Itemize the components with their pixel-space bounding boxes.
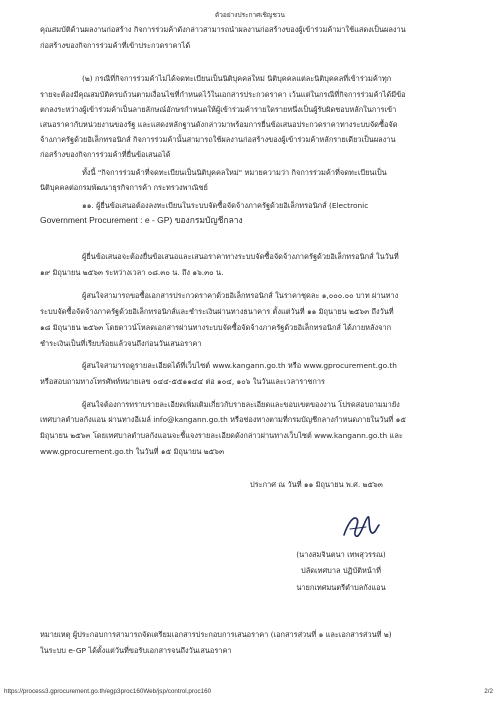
signer-name: (นางสมจินตนา เทพสุวรรณ)	[296, 550, 386, 559]
text-line: มิถุนายน ๒๕๖๓ โดยเทศบาลตำบลกังแอนจะชี้แจงรายละเอียดดังกล่าวผ่านทางเว็บไซต์ www.kangann.go.th และ	[40, 431, 403, 440]
text-line: ผู้ยื่นข้อเสนอจะต้องยื่นข้อเสนอและเสนอราคาทางระบบจัดซื้อจัดจ้างภาครัฐด้วยอิเล็กทรอนิกส์ ในวันที่	[82, 252, 399, 261]
text-line: (๒) กรณีที่กิจการร่วมค้าไม่ได้จดทะเบียนเป็นนิติบุคคลใหม่ นิติบุคคลแต่ละนิติบุคคลที่เข้าร่วมค้าทุก	[82, 74, 392, 83]
page-number: 2/2	[484, 688, 493, 695]
text-line: รายจะต้องมีคุณสมบัติครบถ้วนตามเงื่อนไขที่กำหนดไว้ในเอกสารประกวดราคา เว้นแต่ในกรณีที่กิจการร่วมค้าได้มีข้อ	[40, 90, 406, 99]
text-line: จ้างภาครัฐด้วยอิเล็กทรอนิกส์ กิจการร่วมค้านั้นสามารถใช้ผลงานก่อสร้างของผู้เข้าร่วมค้าหลักรายเดียวเป็นผลงาน	[40, 135, 396, 144]
signer-position: ปลัดเทศบาล ปฏิบัติหน้าที่	[301, 566, 381, 575]
text-line: ๑๑. ผู้ยื่นข้อเสนอต้องลงทะเบียนในระบบจัดซื้อจัดจ้างภาครัฐด้วยอิเล็กทรอนิกส์ (Electronic	[82, 201, 369, 210]
text-line: เสนอราคากับหน่วยงานของรัฐ และแสดงหลักฐานดังกล่าวมาพร้อมการยื่นข้อเสนอประกวดราคาทางระบบจัดซื้อจัด	[40, 120, 398, 129]
text-line: ผู้สนใจสามารถดูรายละเอียดได้ที่เว็บไซต์ www.kangann.go.th หรือ www.gprocurement.go.th	[82, 361, 397, 370]
signature	[338, 509, 382, 543]
signer-position: นายกเทศมนตรีตำบลกังแอน	[296, 583, 386, 592]
text-line: นิติบุคคลต่อกรมพัฒนาธุรกิจการค้า กระทรวงพาณิชย์	[40, 183, 208, 192]
text-line: เทศบาลตำบลกังแอน ผ่านทางอีเมล์ info@kangann.go.th หรือช่องทางตามที่กรมบัญชีกลางกำหนดภายในวันที่ ๑๕	[40, 415, 406, 424]
note-line: ในระบบ e-GP ได้ตั้งแต่วันที่ขอรับเอกสารจนถึงวันเสนอราคา	[40, 646, 232, 655]
text-line: ชำระเงินเป็นที่เรียบร้อยแล้วจนถึงก่อนวันเสนอราคา	[40, 339, 202, 348]
text-line: ก่อสร้างของกิจการร่วมค้าที่เข้าประกวดราคาได้	[40, 41, 191, 50]
text-line: หรือสอบถามทางโทรศัพท์หมายเลข ๐๔๔-๕๕๑๑๔๔ ต่อ ๑๐๔, ๑๐๖ ในวันและเวลาราชการ	[40, 377, 325, 386]
text-line: ระบบจัดซื้อจัดจ้างภาครัฐด้วยอิเล็กทรอนิกส์และชำระเงินผ่านทางธนาคาร ตั้งแต่วันที่ ๑๑ มิถุนายน ๒๕๖๓ ถึงวันที่	[40, 307, 394, 316]
text-line: ๑๙ มิถุนายน ๒๕๖๓ ระหว่างเวลา ๐๘.๓๐ น. ถึง ๑๖.๓๐ น.	[40, 268, 224, 277]
text-line: ทั้งนี้ "กิจการร่วมค้าที่จดทะเบียนเป็นนิติบุคคลใหม่" หมายความว่า กิจการร่วมค้าที่จดทะเบียนเป็น	[82, 168, 387, 177]
text-line: ก่อสร้างของกิจการร่วมค้าที่ยื่นข้อเสนอได้	[40, 150, 171, 159]
text-line: ผู้สนใจต้องการทราบรายละเอียดเพิ่มเติมเกี่ยวกับรายละเอียดและขอบเขตของงาน โปรดสอบถามมายัง	[82, 400, 400, 409]
text-line: ตกลงระหว่างผู้เข้าร่วมค้าเป็นลายลักษณ์อักษรกำหนดให้ผู้เข้าร่วมค้ารายใดรายหนึ่งเป็นผู้รับผิดชอบหลักในการเข้า	[40, 105, 397, 114]
text-line: คุณสมบัติด้านผลงานก่อสร้าง กิจการร่วมค้าดังกล่าวสามารถนำผลงานก่อสร้างของผู้เข้าร่วมค้ามาใช้แสดงเป็นผลงาน	[40, 25, 406, 34]
text-line: www.gprocurement.go.th ในวันที่ ๑๕ มิถุนายน ๒๕๖๓	[40, 447, 225, 456]
page-header: ตัวอย่างประกาศเชิญชวน	[215, 11, 285, 19]
note-line: หมายเหตุ ผู้ประกอบการสามารถจัดเตรียมเอกสารประกอบการเสนอราคา (เอกสารส่วนที่ ๑ และเอกสารส่วนที่ ๒)	[40, 630, 392, 639]
text-line: Government Procurement : e - GP) ของกรมบัญชีกลาง	[40, 215, 243, 225]
text-line: ๑๘ มิถุนายน ๒๕๖๓ โดยดาวน์โหลดเอกสารผ่านทางระบบจัดซื้อจัดจ้างภาครัฐด้วยอิเล็กทรอนิกส์ ได้ภายหลังจาก	[40, 323, 392, 332]
text-line: ผู้สนใจสามารถขอซื้อเอกสารประกวดราคาด้วยอิเล็กทรอนิกส์ ในราคาชุดละ ๑,๐๐๐.๐๐ บาท ผ่านทาง	[82, 291, 399, 300]
announce-date: ประกาศ ณ วันที่ ๑๑ มิถุนายน พ.ศ. ๒๕๖๓	[250, 480, 383, 489]
footer-url: https://process3.gprocurement.go.th/egp3proc160Web/jsp/control.proc160	[4, 688, 212, 695]
